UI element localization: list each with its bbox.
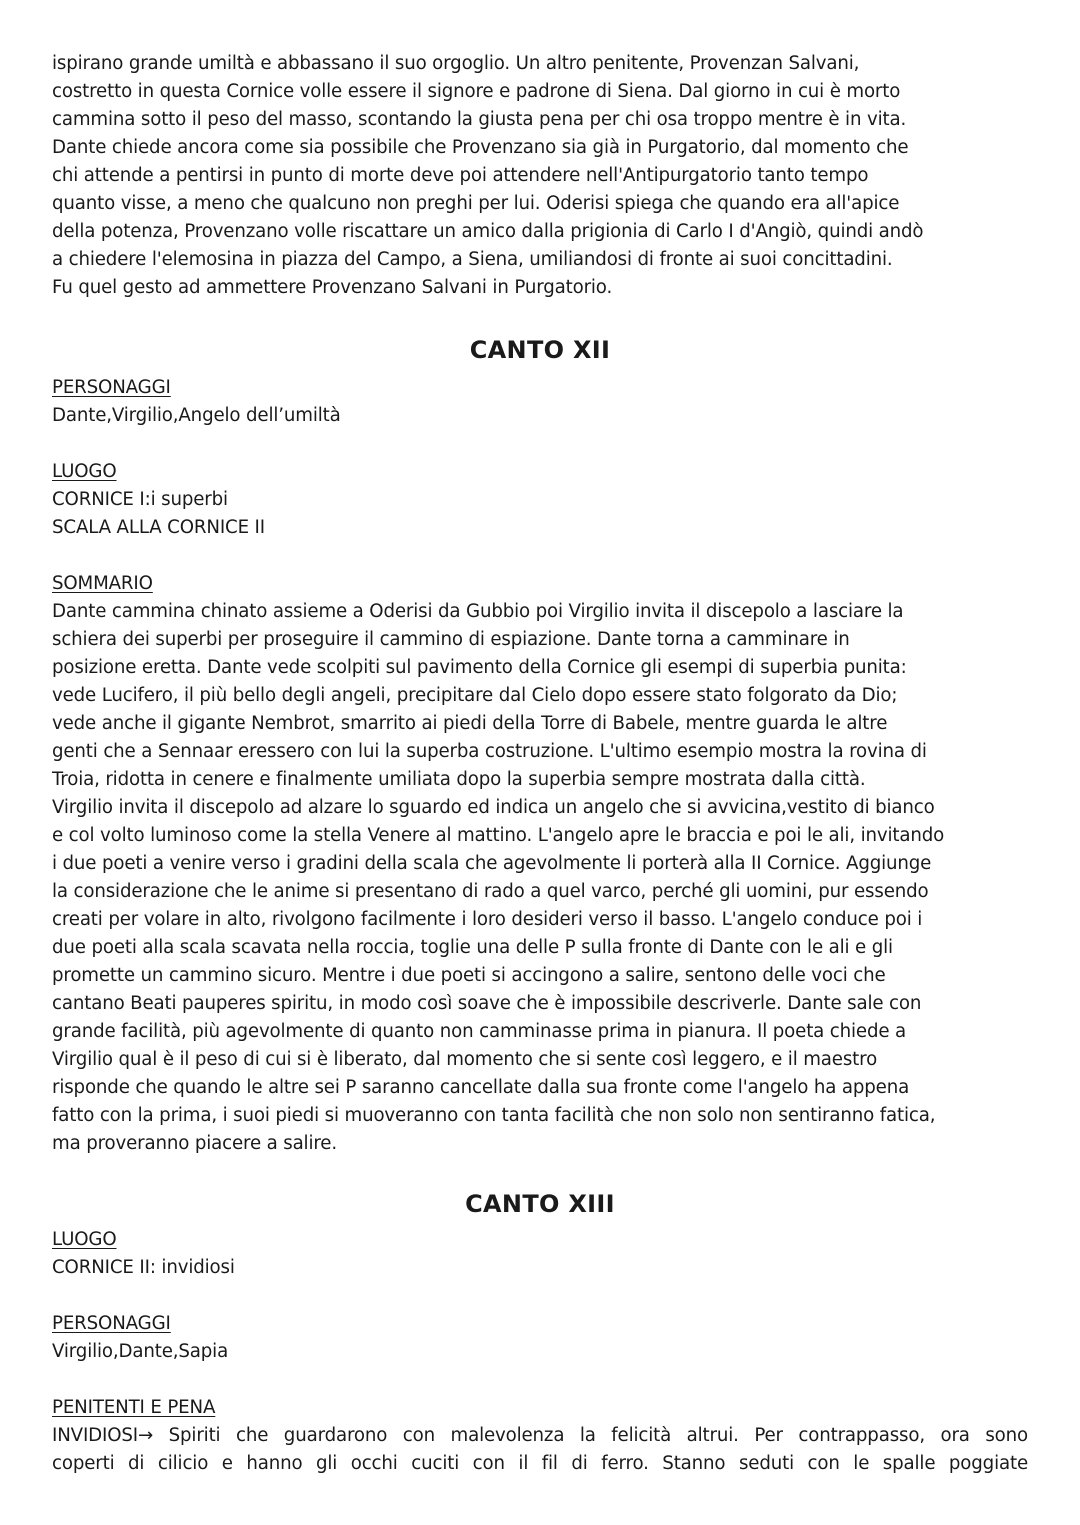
canto-xiii-title: CANTO XIII bbox=[465, 1190, 615, 1218]
luogo-line-1: CORNICE I:i superbi bbox=[52, 489, 228, 510]
luogo-label: LUOGO bbox=[52, 461, 117, 482]
sommario-paragraph: Dante cammina chinato assieme a Oderisi da Gubbio poi Virgilio invita il discepolo a lasciare la schiera dei superbi per proseguire il cammino di espiazione. Dante torna a camminare in posizione eretta. Dante vede scolpiti sul pavimento della Cornice gli esempi di superbia punita: vede Lucifero, il più bello degli angeli, precipitare dal Cielo dopo essere stato folgorato da Dio; vede anche il gigante Nembrot, smarrito ai piedi della Torre di Babele, mentre guarda le altre genti che a Sennaar eressero con lui la superba costruzione. L'ultimo esempio mostra la rovina di Troia, ridotta in cenere e finalmente umiliata dopo la superbia sempre mostrata dalla città. Virgilio invita il discepolo ad alzare lo sguardo ed indica un angelo che si avvicina,vestito di bianco e col volto luminoso come la stella Venere al mattino. L'angelo apre le braccia e poi le ali, invitando i due poeti a venire verso i gradini della scala che agevolmente li porterà alla II Cornice. Aggiunge la considerazione che le anime si presentano di rado a quel varco, perché gli uomini, pur essendo creati per volare in alto, rivolgono facilmente i loro desideri verso il basso. L'angelo conduce poi i due poeti alla scala scavata nella roccia, toglie una delle P sulla fronte di Dante con le ali e gli promette un cammino sicuro. Mentre i due poeti si accingono a salire, sentono delle voci che cantano Beati pauperes spiritu, in modo così soave che è impossibile descriverle. Dante sale con grande facilità, più agevolmente di quanto non camminasse prima in pianura. Il poeta chiede a Virgilio qual è il peso di cui si è liberato, dal momento che si sente così leggero, e il maestro risponde che quando le altre sei P saranno cancellate dalla sua fronte come l'angelo ha appena fatto con la prima, i suoi piedi si muoveranno con tanta facilità che non solo non sentiranno fatica, ma proveranno piacere a salire. bbox=[52, 601, 945, 1154]
canto-xiii-section bbox=[52, 1226, 1028, 1478]
penitenti-label: PENITENTI E PENA bbox=[52, 1397, 216, 1418]
personaggi-value: Dante,Virgilio,Angelo dell’umiltà bbox=[52, 405, 341, 426]
luogo-value: CORNICE II: invidiosi bbox=[52, 1257, 235, 1278]
sommario-label: SOMMARIO bbox=[52, 573, 153, 594]
penitenti-line-1: INVIDIOSI→ Spiriti che guardarono con malevolenza la felicità altrui. Per contrappasso, ora sono bbox=[52, 1425, 1028, 1446]
canto-xii-title: CANTO XII bbox=[469, 336, 611, 364]
canto-xii-section bbox=[52, 374, 1028, 1158]
personaggi-value: Virgilio,Dante,Sapia bbox=[52, 1341, 229, 1362]
personaggi-label: PERSONAGGI bbox=[52, 377, 171, 398]
penitenti-line-2: coperti di cilicio e hanno gli occhi cuciti con il fil di ferro. Stanno seduti con le spalle poggiate bbox=[52, 1453, 1028, 1474]
luogo-line-2: SCALA ALLA CORNICE II bbox=[52, 517, 265, 538]
luogo-label: LUOGO bbox=[52, 1229, 117, 1250]
personaggi-label: PERSONAGGI bbox=[52, 1313, 171, 1334]
intro-paragraph: ispirano grande umiltà e abbassano il suo orgoglio. Un altro penitente, Provenzan Salvani, costretto in questa Cornice volle essere il signore e padrone di Siena. Dal giorno in cui è morto cammina sotto il peso del masso, scontando la giusta pena per chi osa troppo mentre è in vita. Dante chiede ancora come sia possibile che Provenzano sia già in Purgatorio, dal momento che chi attende a pentirsi in punto di morte deve poi attendere nell'Antipurgatorio tanto tempo quanto visse, a meno che qualcuno non preghi per lui. Oderisi spiega che quando era all'apice della potenza, Provenzano volle riscattare un amico dalla prigionia di Carlo I d'Angiò, quindi andò a chiedere l'elemosina in piazza del Campo, a Siena, umiliandosi di fronte ai suoi concittadini. Fu quel gesto ad ammettere Provenzano Salvani in Purgatorio. bbox=[52, 53, 924, 298]
